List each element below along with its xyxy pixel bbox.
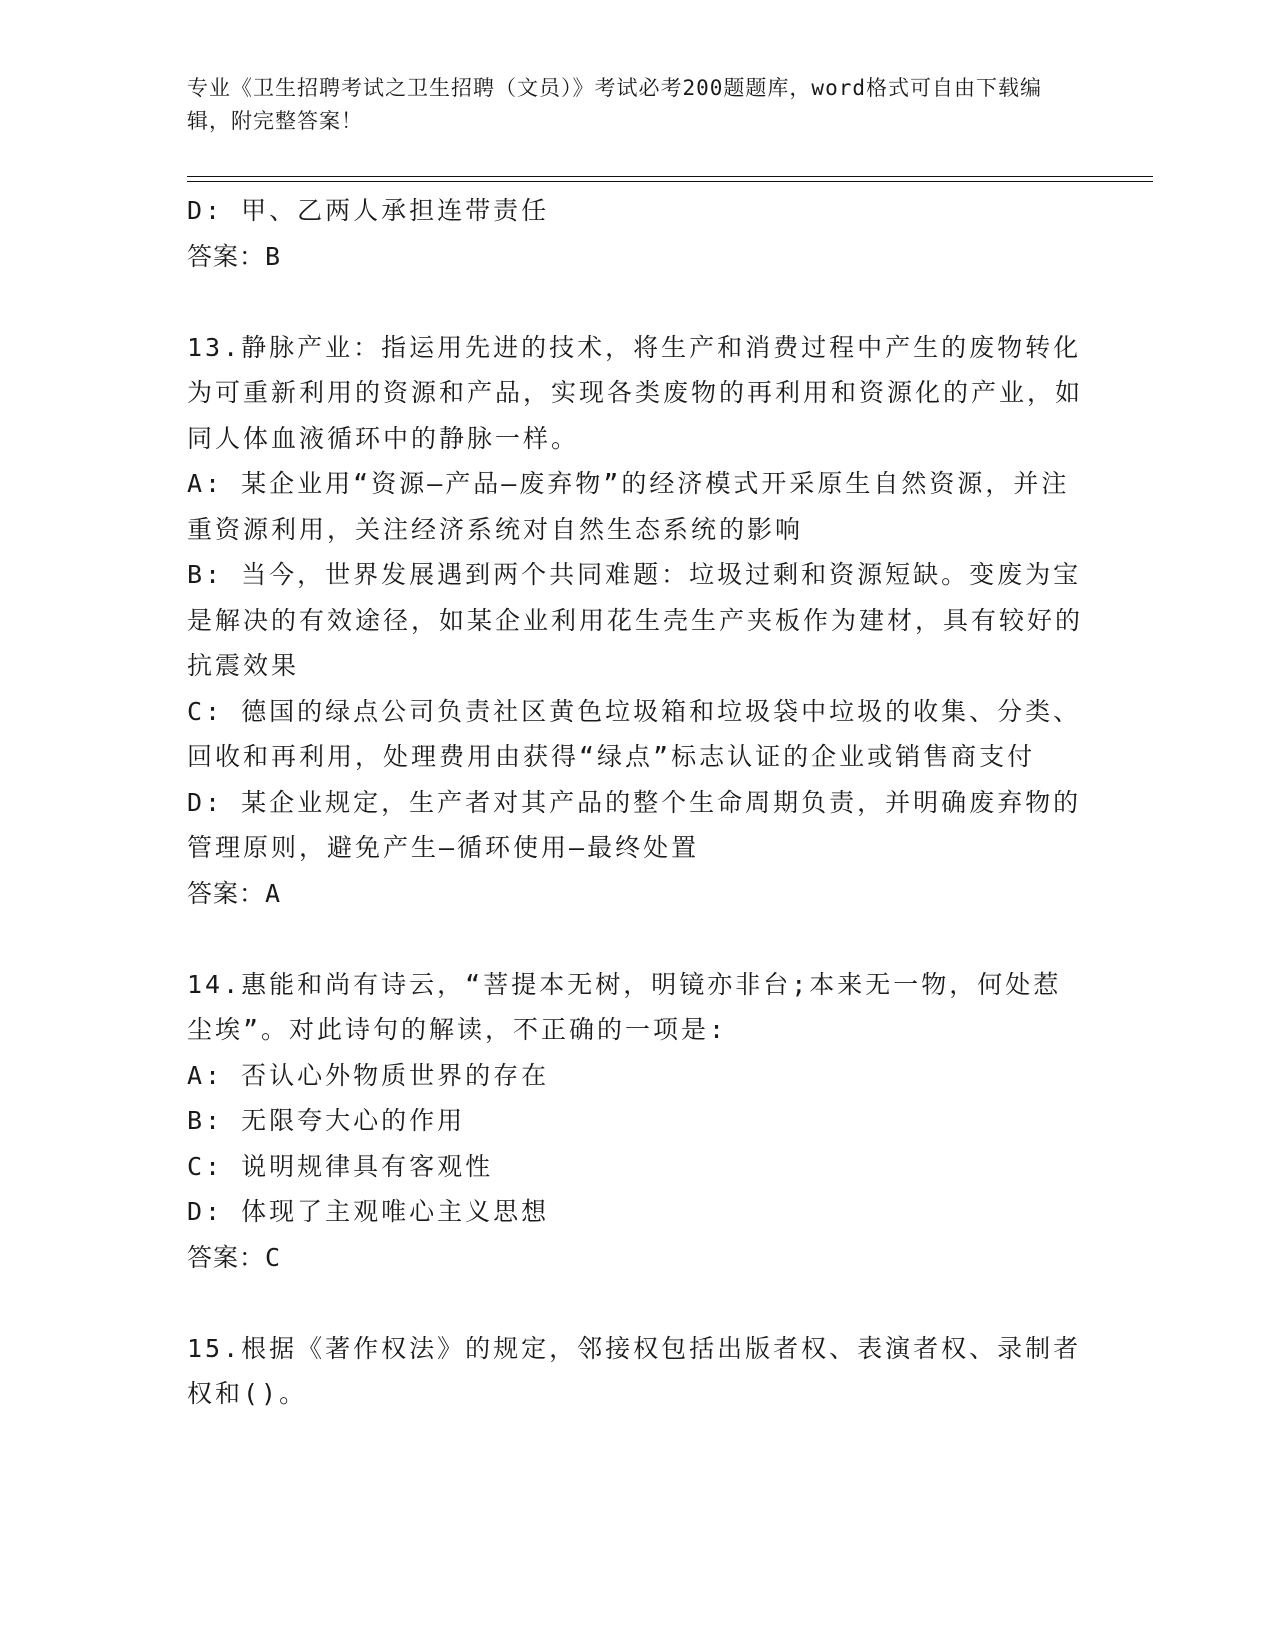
header-rule-bottom [187,181,1153,182]
answer-value: C [265,1242,282,1272]
option-c: C: 说明规律具有客观性 [187,1151,494,1181]
answer-label: 答案： [187,878,266,908]
option-a: A: 否认心外物质世界的存在 [187,1060,550,1090]
question-stem: 15.根据《著作权法》的规定，邻接权包括出版者权、表演者权、录制者权和()。 [187,1333,1082,1408]
question-15 [187,1326,1087,1417]
answer-value: B [265,241,282,271]
question-12 [187,188,1087,279]
page-header: 专业《卫生招聘考试之卫生招聘（文员）》考试必考200题题库，word格式可自由下载编辑，附完整答案！ [187,76,1042,133]
answer [187,1235,1087,1281]
question-stem: 14.惠能和尚有诗云，“菩提本无树，明镜亦非台;本来无一物，何处惹尘埃”。对此诗句的解读，不正确的一项是: [187,969,1062,1044]
spacer [187,916,1087,962]
question-13 [187,325,1087,917]
option-d: D: 某企业规定，生产者对其产品的整个生命周期负责，并明确废弃物的管理原则，避免产生—循环使用—最终处置 [187,787,1082,862]
option-d: D: 甲、乙两人承担连带责任 [187,196,550,225]
option-b: B: 无限夸大心的作用 [187,1106,466,1135]
answer-label: 答案： [187,241,266,271]
answer [187,234,1087,280]
answer-label: 答案： [187,1242,266,1272]
header-rule-top [187,176,1153,177]
answer-value: A [265,878,282,908]
option-a: A: 某企业用“资源—产品—废弃物”的经济模式开采原生自然资源，并注重资源利用，关注经济系统对自然生态系统的影响 [187,469,1070,544]
option-c: C: 德国的绿点公司负责社区黄色垃圾箱和垃圾袋中垃圾的收集、分类、回收和再利用，处理费用由获得“绿点”标志认证的企业或销售商支付 [187,696,1082,771]
question-stem: 13.静脉产业：指运用先进的技术，将生产和消费过程中产生的废物转化为可重新利用的资源和产品，实现各类废物的再利用和资源化的产业，如同人体血液循环中的静脉一样。 [187,332,1084,453]
question-14 [187,962,1087,1281]
spacer [187,279,1087,325]
spacer [187,1280,1087,1326]
option-b: B: 当今，世界发展遇到两个共同难题：垃圾过剩和资源短缺。变废为宝是解决的有效途径，如某企业利用花生壳生产夹板作为建材，具有较好的抗震效果 [187,560,1084,680]
document-body [187,188,1087,1417]
answer [187,871,1087,917]
option-d: D: 体现了主观唯心主义思想 [187,1197,550,1226]
